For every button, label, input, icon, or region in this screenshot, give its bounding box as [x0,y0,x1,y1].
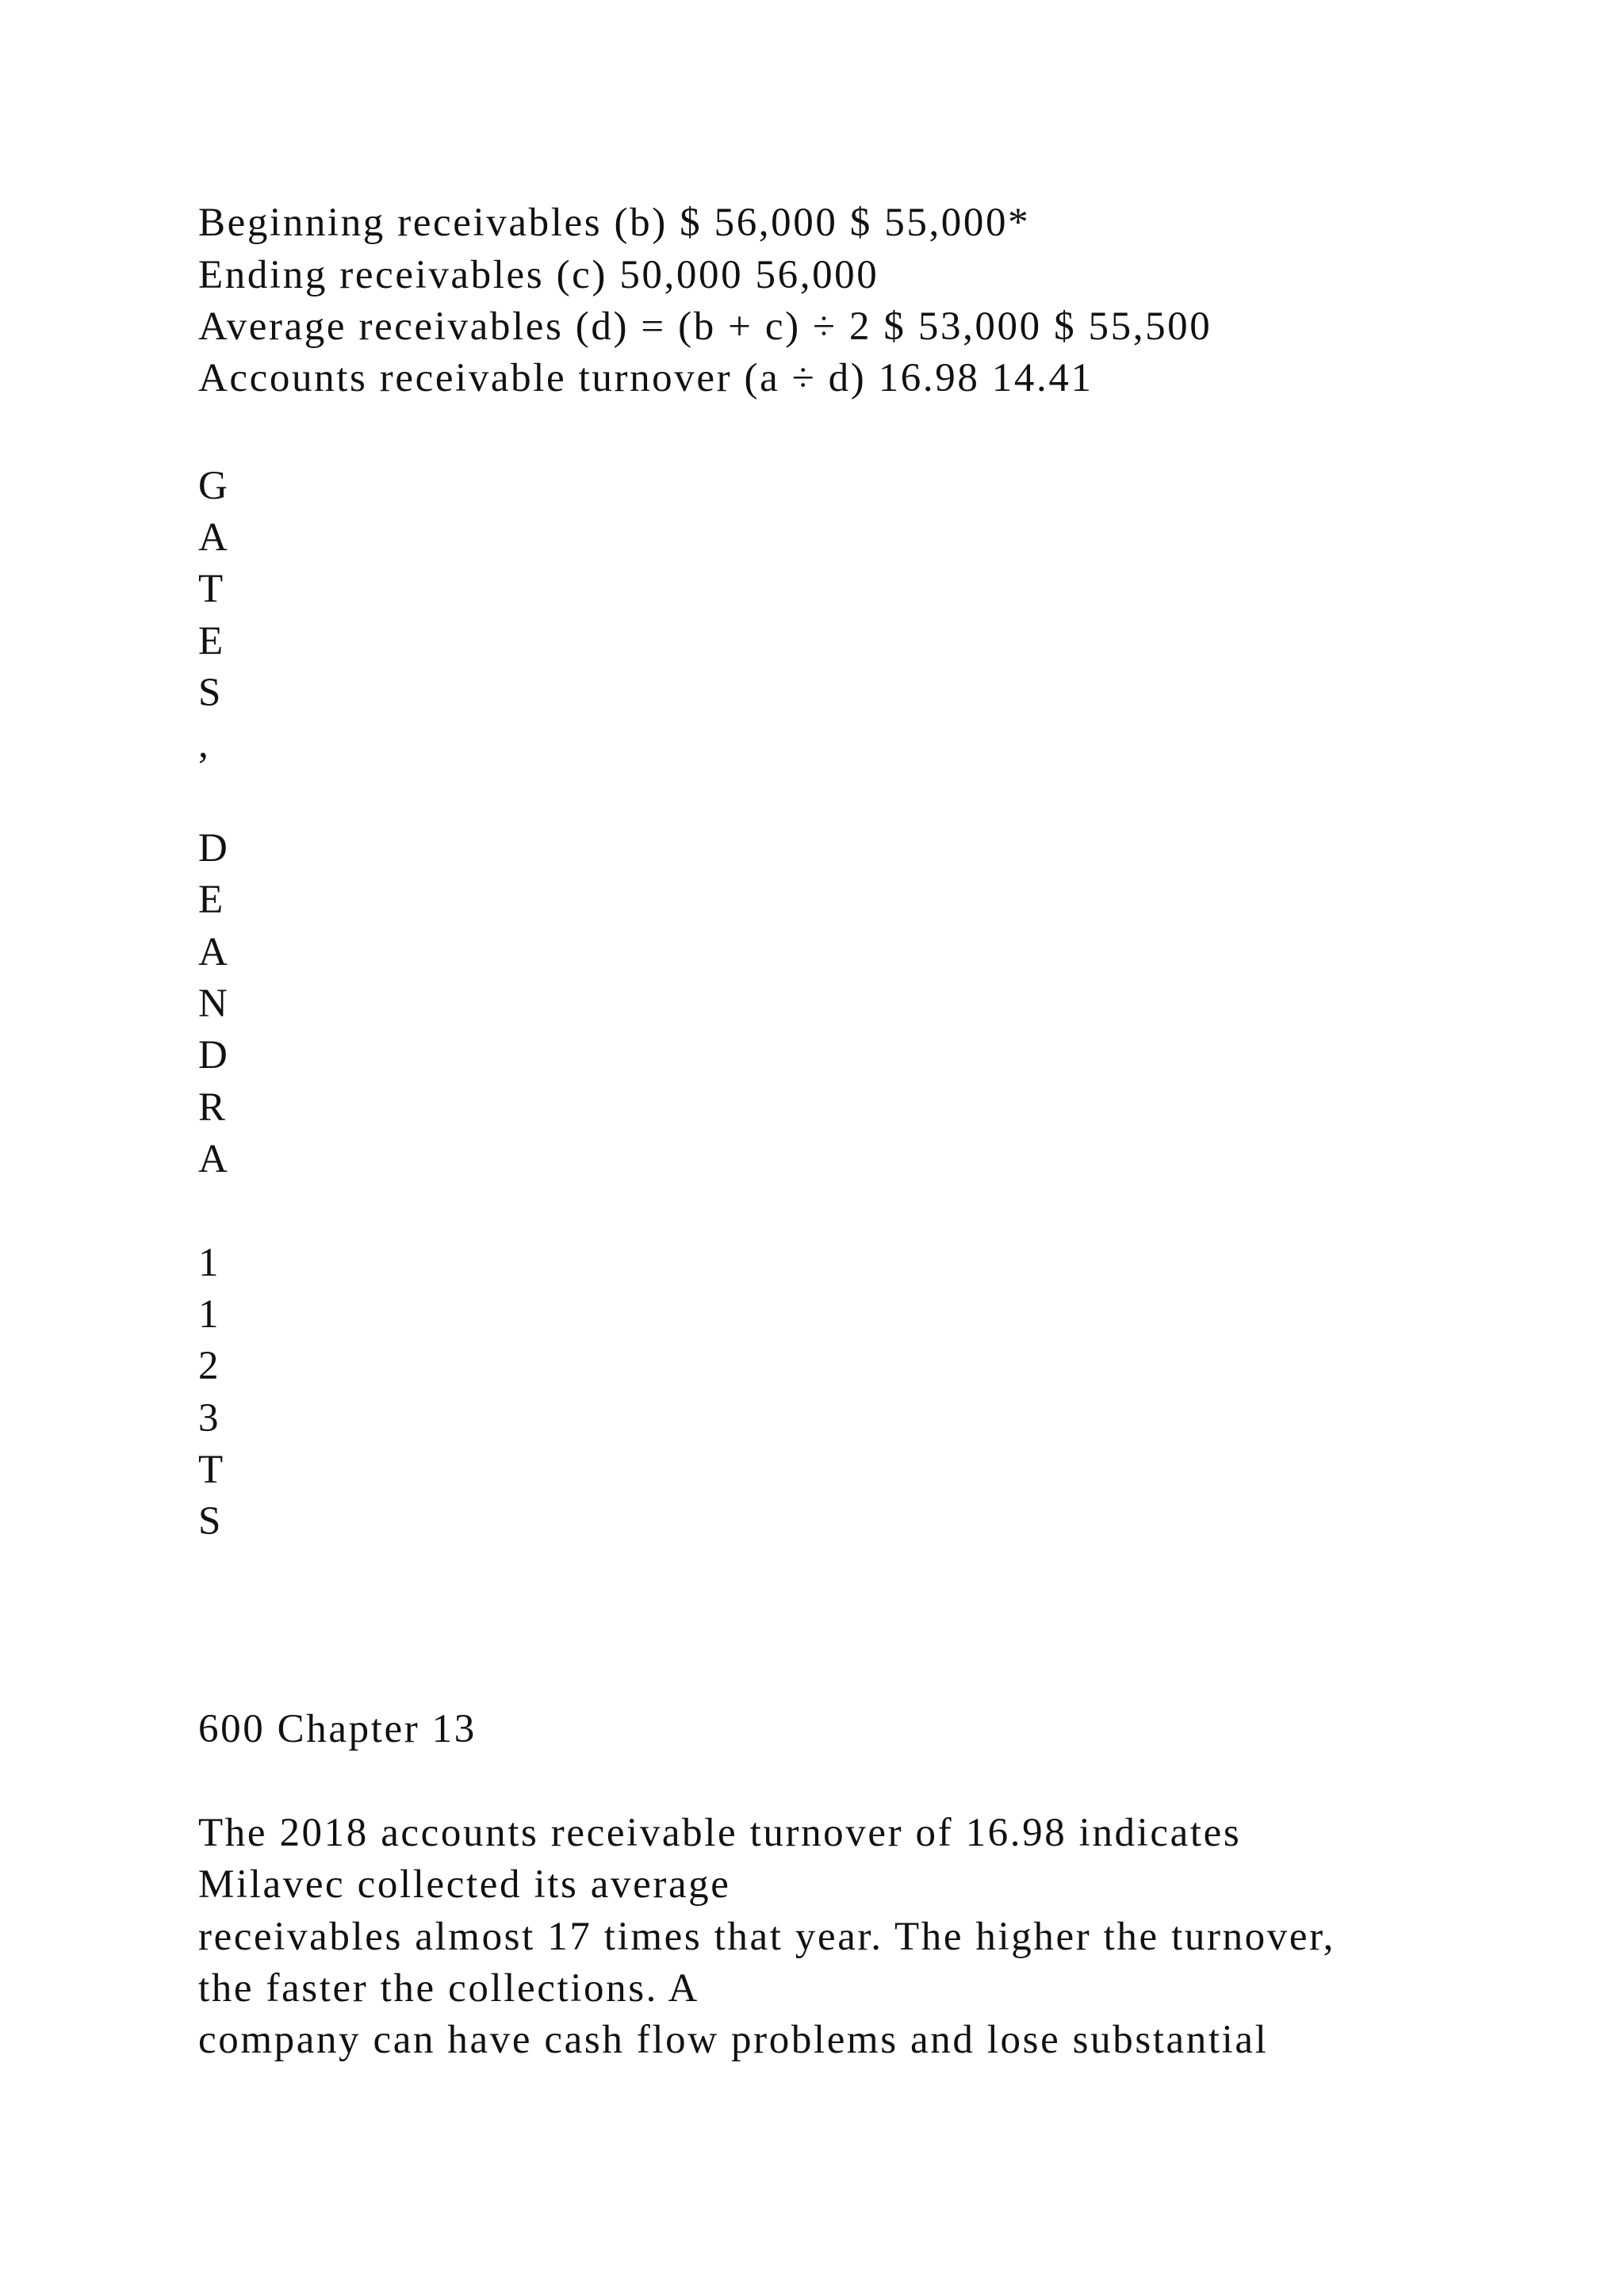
watermark-char: A [198,1137,228,1181]
watermark-char: T [198,1448,224,1492]
watermark-char: 3 [198,1396,219,1441]
table-line-beginning-receivables: Beginning receivables (b) $ 56,000 $ 55,000* [198,201,1031,245]
watermark-char: A [198,930,228,974]
watermark-char: 1 [198,1292,219,1337]
table-line-average-receivables: Average receivables (d) = (b + c) ÷ 2 $ 53,000 $ 55,500 [198,304,1212,349]
watermark-char: R [198,1085,226,1130]
watermark-char: S [198,1499,221,1544]
body-text-line: The 2018 accounts receivable turnover of 16.98 indicates [198,1811,1242,1855]
table-line-ending-receivables: Ending receivables (c) 50,000 56,000 [198,253,879,297]
watermark-char: D [198,826,228,871]
body-text-line: company can have cash flow problems and lose substantial [198,2018,1269,2062]
watermark-char: T [198,567,224,611]
page-header: 600 Chapter 13 [198,1707,477,1751]
watermark-char: D [198,1033,228,1077]
watermark-char: N [198,982,228,1026]
watermark-char: A [198,515,228,560]
watermark-char: E [198,878,224,922]
body-text-line: the faster the collections. A [198,1966,699,2011]
watermark-char: , [198,722,209,767]
table-line-turnover: Accounts receivable turnover (a ÷ d) 16.98 14.41 [198,356,1094,400]
watermark-char: E [198,619,224,664]
watermark-char: 1 [198,1241,219,1285]
watermark-char: G [198,464,228,508]
body-text-line: receivables almost 17 times that year. The higher the turnover, [198,1915,1335,1959]
watermark-char: 2 [198,1344,219,1388]
watermark-char: S [198,671,221,715]
body-text-line: Milavec collected its average [198,1862,731,1907]
